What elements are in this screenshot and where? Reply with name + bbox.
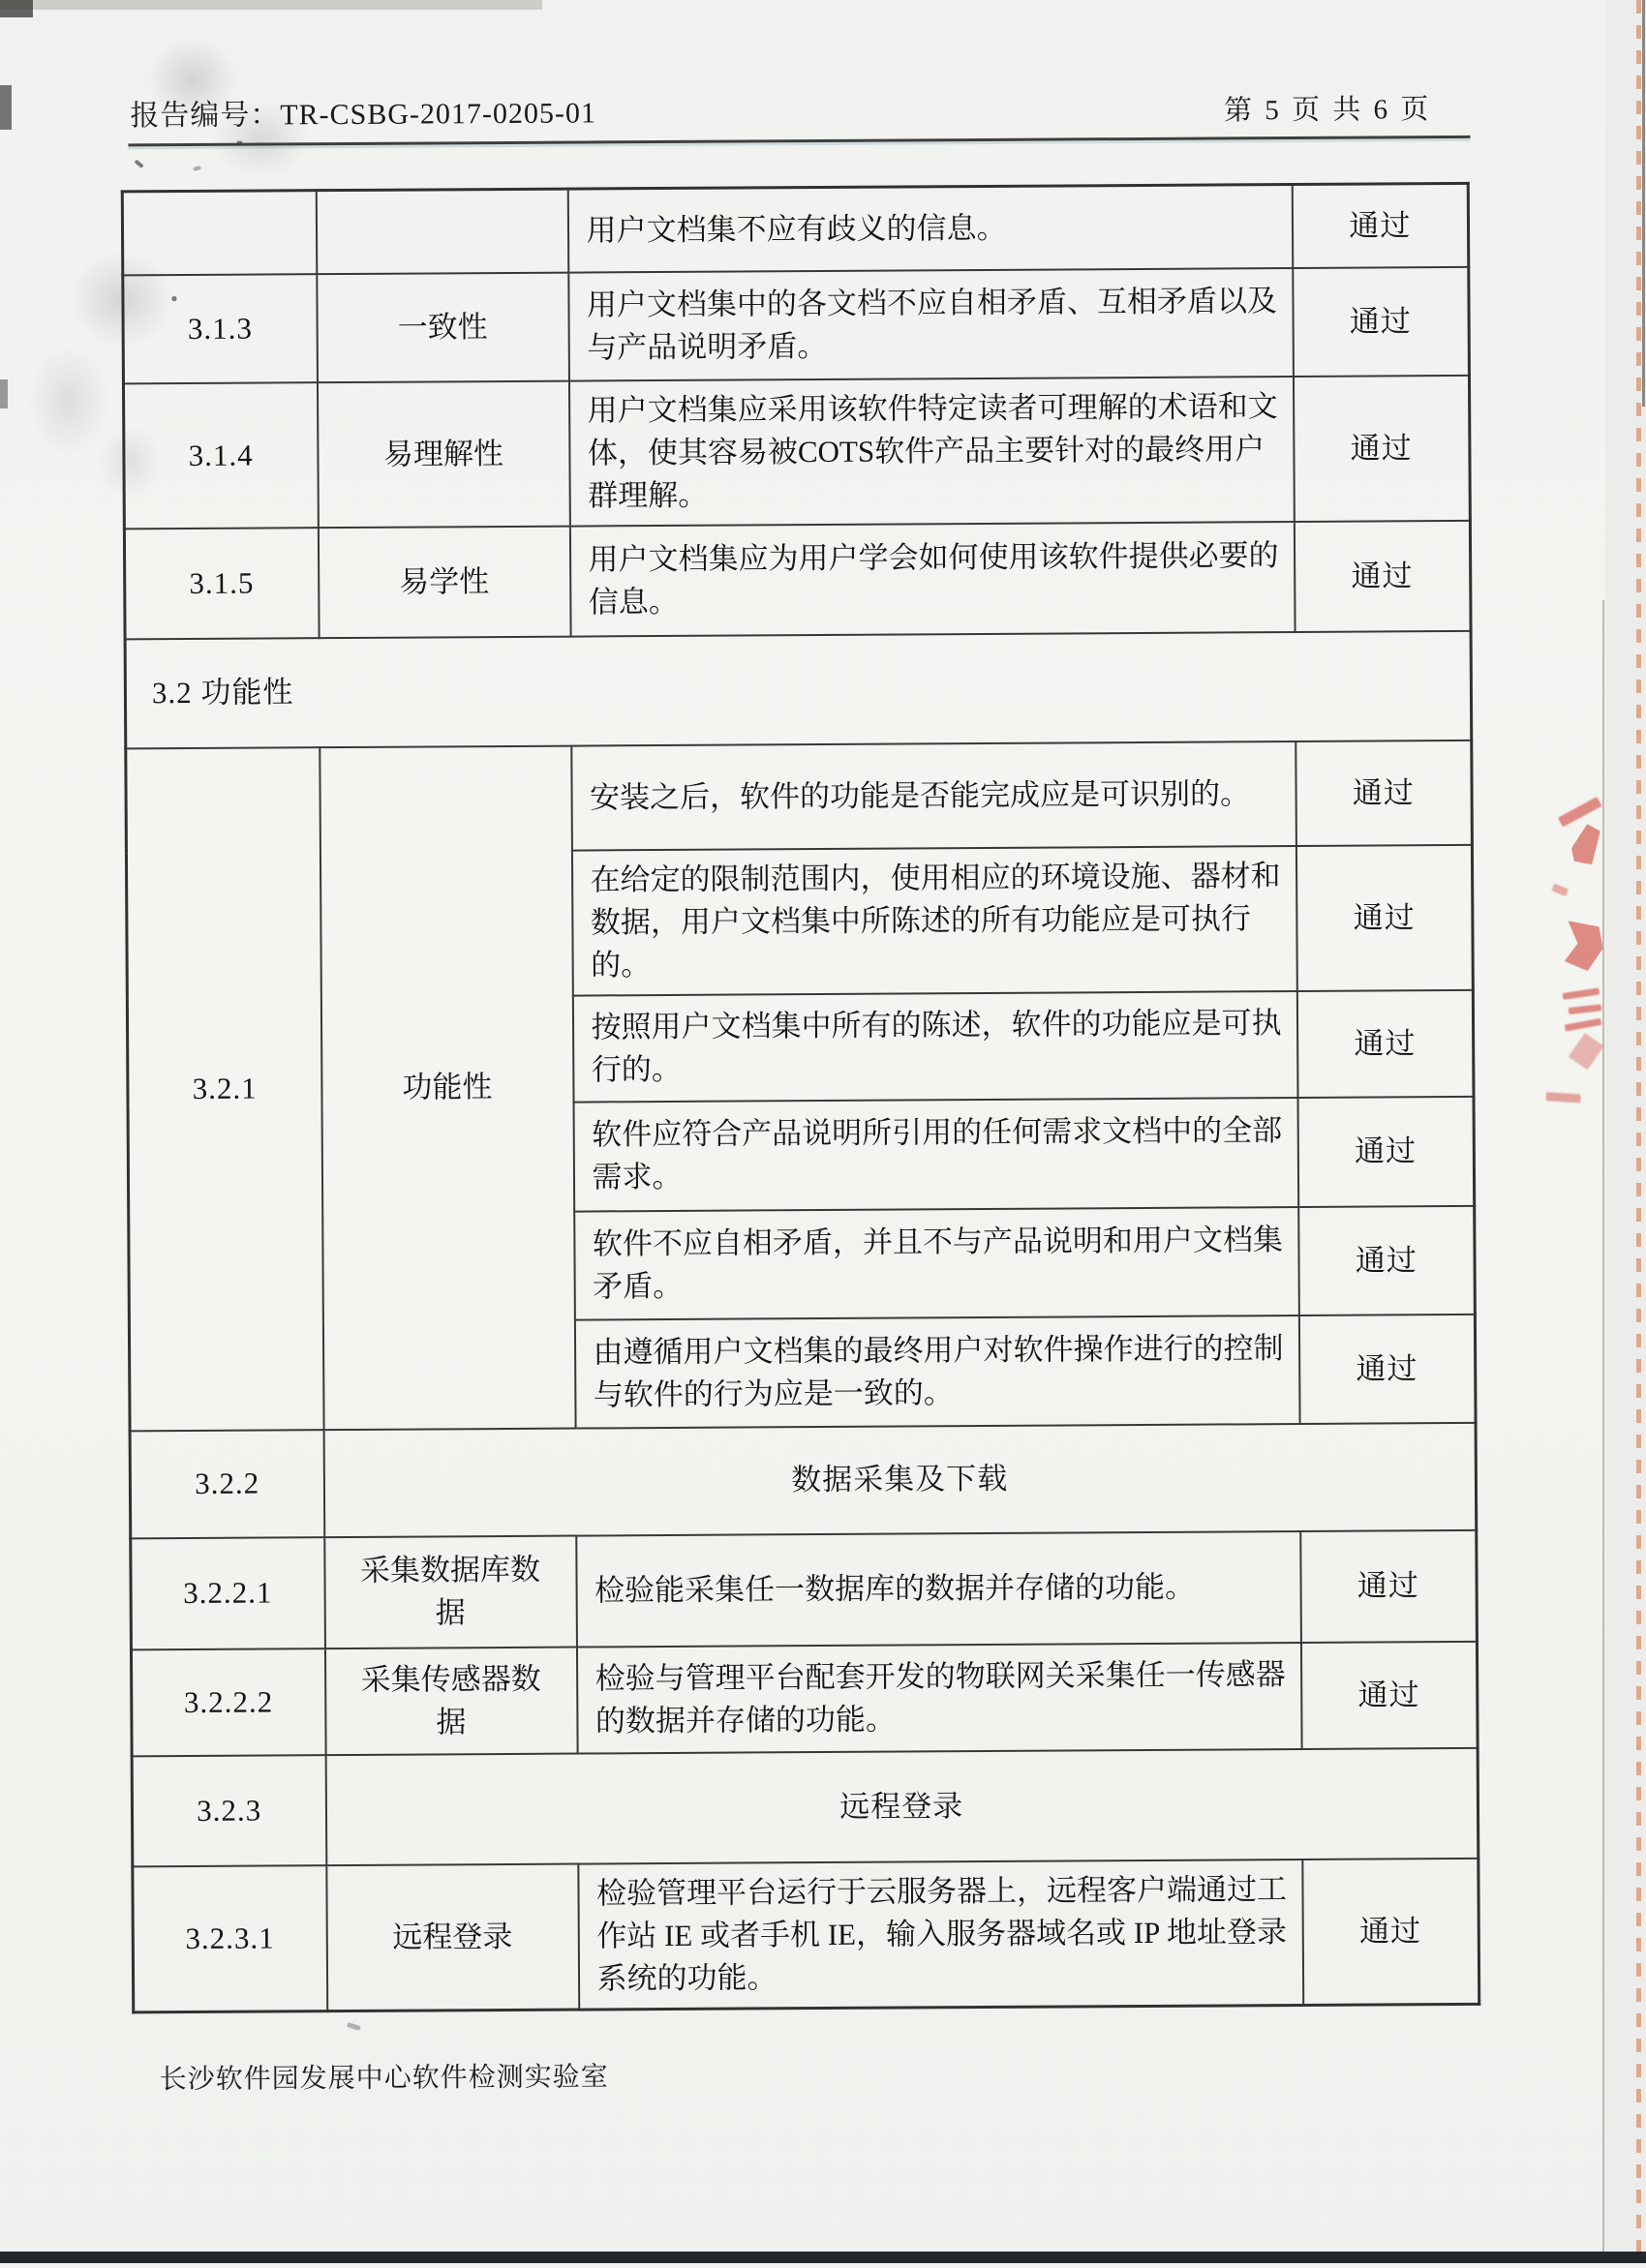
spec-name-cell: 易学性 — [318, 526, 570, 638]
result-cell: 通过 — [1292, 183, 1469, 267]
spec-desc-cell: 安装之后，软件的功能是否能完成应是可识别的。 — [571, 741, 1296, 851]
table-row-section-3-2 — [125, 630, 1472, 747]
spec-id-cell: 3.1.4 — [123, 382, 318, 529]
result-cell: 通过 — [1302, 1858, 1479, 2005]
table-row-3-2-2-2 — [131, 1641, 1478, 1755]
scan-top-shade — [0, 0, 542, 10]
table-row-3-1-3 — [123, 266, 1470, 382]
table-row-3-1-4 — [123, 375, 1470, 528]
table-row-carryover — [122, 183, 1468, 274]
spec-desc-cell: 按照用户文档集中所有的陈述，软件的功能应是可执行的。 — [572, 991, 1297, 1103]
result-cell: 通过 — [1294, 520, 1471, 631]
result-cell: 通过 — [1295, 844, 1473, 990]
spec-desc-cell: 用户文档集应采用该软件特定读者可理解的术语和文体，使其容易被COTS软件产品主要针对的最终用户群理解。 — [568, 377, 1294, 527]
spec-desc-cell: 软件应符合产品说明所引用的任何需求文档中的全部需求。 — [573, 1098, 1298, 1212]
group-title-cell: 数据采集及下载 — [323, 1422, 1477, 1536]
spec-name-cell: 易理解性 — [317, 380, 569, 528]
spec-id-cell — [122, 191, 317, 275]
result-cell: 通过 — [1293, 375, 1470, 521]
lab-name: 长沙软件园发展中心软件检测实验室 — [159, 2062, 609, 2096]
result-cell: 通过 — [1300, 1529, 1478, 1642]
spec-name-cell: 功能性 — [320, 745, 575, 1430]
table-row-3-2-2-1 — [131, 1529, 1478, 1648]
header-rule — [128, 136, 1470, 146]
scan-edge-dotted-line — [1636, 0, 1641, 2263]
spec-name-cell: 采集数据库数据 — [324, 1535, 577, 1648]
spec-desc-cell: 用户文档集不应有歧义的信息。 — [567, 185, 1293, 273]
result-cell: 通过 — [1293, 266, 1470, 376]
result-cell: 通过 — [1298, 1205, 1476, 1315]
spec-desc-cell: 检验管理平台运行于云服务器上，远程客户端通过工作站 IE 或者手机 IE，输入服务器域名或 IP 地址登录系统的功能。 — [578, 1859, 1303, 2009]
result-cell: 通过 — [1300, 1641, 1478, 1748]
table-row-3-2-2 — [130, 1422, 1477, 1537]
report-number: 报告编号：TR-CSBG-2017-0205-01 — [130, 97, 597, 133]
group-title-cell: 远程登录 — [325, 1747, 1478, 1864]
scan-corner-mark — [0, 85, 12, 130]
spec-id-cell: 3.1.5 — [124, 528, 319, 639]
spec-desc-cell: 软件不应自相矛盾，并且不与产品说明和用户文档集矛盾。 — [574, 1207, 1299, 1320]
scan-edge-dark-line — [1642, 0, 1645, 407]
result-cell: 通过 — [1297, 1096, 1475, 1206]
spec-desc-cell: 由遵循用户文档集的最终用户对软件操作进行的控制与软件的行为应是一致的。 — [574, 1315, 1299, 1429]
table-row-3-2-3-1 — [133, 1858, 1479, 2011]
spec-name-cell: 远程登录 — [326, 1863, 579, 2011]
spec-desc-cell: 在给定的限制范围内，使用相应的环境设施、器材和数据，用户文档集中所陈述的所有功能应是可执行的。 — [571, 846, 1296, 996]
spec-name-cell: 一致性 — [317, 272, 569, 382]
spec-desc-cell: 用户文档集中的各文档不应自相矛盾、互相矛盾以及与产品说明矛盾。 — [568, 268, 1294, 381]
table-row-3-2-1a — [126, 740, 1473, 852]
spec-name-cell: 采集传感器数据 — [324, 1647, 577, 1755]
spec-desc-cell: 用户文档集应为用户学会如何使用该软件提供必要的信息。 — [569, 522, 1295, 637]
spec-id-cell: 3.2.3 — [132, 1755, 326, 1866]
pencil-speck — [193, 166, 201, 171]
spec-id-cell: 3.2.3.1 — [133, 1865, 327, 2012]
spec-id-cell: 3.2.2 — [130, 1430, 324, 1538]
table-row-3-2-3 — [132, 1747, 1478, 1865]
spec-id-cell: 3.2.2.2 — [131, 1648, 325, 1756]
result-cell: 通过 — [1298, 1314, 1476, 1423]
spec-name-cell — [316, 189, 568, 274]
red-stamp-fragment — [1544, 797, 1606, 1145]
spec-desc-cell: 检验能采集任一数据库的数据并存储的功能。 — [576, 1530, 1301, 1647]
spec-id-cell: 3.2.2.1 — [131, 1537, 325, 1649]
section-heading: 3.2 功能性 — [125, 630, 1472, 747]
test-results-table — [121, 182, 1480, 2013]
pencil-speck — [134, 160, 143, 168]
result-cell: 通过 — [1295, 740, 1473, 845]
spec-id-cell: 3.1.3 — [123, 274, 318, 383]
scan-corner-mark — [0, 0, 33, 17]
paper-edge-line — [1602, 600, 1604, 2255]
pencil-speck — [347, 2022, 361, 2031]
scan-corner-mark — [0, 379, 8, 408]
table-row-3-1-5 — [124, 520, 1471, 638]
page-indicator: 第 5 页 共 6 页 — [1223, 94, 1432, 127]
scan-bottom-bar — [0, 2252, 1646, 2263]
result-cell: 通过 — [1296, 989, 1474, 1097]
spec-id-cell: 3.2.1 — [126, 747, 323, 1431]
spec-desc-cell: 检验与管理平台配套开发的物联网关采集任一传感器的数据并存储的功能。 — [576, 1642, 1301, 1753]
